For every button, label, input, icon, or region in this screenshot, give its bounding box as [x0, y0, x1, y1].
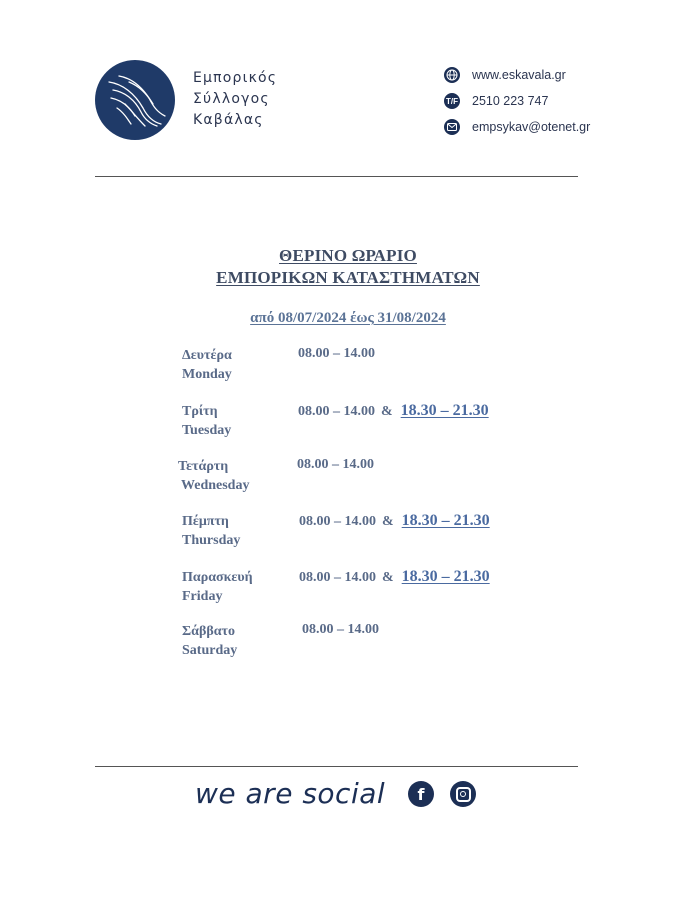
ampersand: & [382, 514, 394, 529]
envelope-icon [444, 119, 460, 135]
contact-email[interactable] [444, 118, 590, 136]
org-name-line1: Εμπορικός [193, 70, 278, 86]
evening-hours: 18.30 – 21.30 [401, 512, 490, 529]
org-name-line2: Σύλλογος [193, 91, 270, 107]
day-name-english: Thursday [182, 533, 241, 548]
contact-website[interactable] [444, 66, 566, 84]
day-name-english: Wednesday [181, 478, 250, 493]
day-tuesday [182, 402, 231, 440]
evening-hours: 18.30 – 21.30 [401, 568, 490, 585]
day-name-greek: Δευτέρα [182, 348, 232, 363]
day-name-greek: Τρίτη [182, 404, 218, 419]
title-line2: ΕΜΠΟΡΙΚΩΝ ΚΑΤΑΣΤΗΜΑΤΩΝ [216, 268, 480, 287]
hours-thursday [299, 512, 490, 530]
day-name-greek: Παρασκευή [182, 570, 253, 585]
day-name-english: Tuesday [182, 423, 232, 438]
footer-divider [95, 766, 578, 767]
header-divider [95, 176, 578, 177]
day-thursday [182, 512, 240, 550]
morning-hours: 08.00 – 14.00 [299, 570, 376, 585]
day-name-english: Monday [182, 367, 232, 382]
phone-fax-icon: T/F [444, 93, 460, 109]
morning-hours: 08.00 – 14.00 [302, 622, 379, 637]
title-line1: ΘΕΡΙΝΟ ΩΡΑΡΙΟ [279, 246, 417, 265]
day-name-english: Saturday [182, 643, 238, 658]
association-logo [95, 60, 175, 140]
website-link[interactable]: www.eskavala.gr [472, 68, 566, 82]
globe-icon [444, 67, 460, 83]
facebook-icon[interactable]: f [408, 781, 434, 807]
evening-hours: 18.30 – 21.30 [400, 402, 489, 419]
hours-friday [299, 568, 490, 586]
day-saturday [182, 622, 237, 660]
day-wednesday [178, 457, 249, 495]
hours-monday [298, 346, 375, 362]
date-period: από 08/07/2024 έως 31/08/2024 [250, 310, 446, 326]
morning-hours: 08.00 – 14.00 [299, 514, 376, 529]
day-name-greek: Πέμπτη [182, 514, 229, 529]
instagram-icon[interactable] [450, 781, 476, 807]
day-name-greek: Σάββατο [182, 624, 235, 639]
wings-logo-icon [95, 60, 175, 140]
morning-hours: 08.00 – 14.00 [298, 404, 375, 419]
day-name-greek: Τετάρτη [178, 459, 229, 474]
contact-phone [444, 92, 548, 110]
phone-number: 2510 223 747 [472, 94, 549, 108]
organization-name [193, 68, 277, 131]
hours-saturday [302, 622, 379, 638]
day-friday [182, 568, 253, 606]
hours-wednesday [297, 457, 374, 473]
ampersand: & [382, 570, 394, 585]
morning-hours: 08.00 – 14.00 [297, 457, 374, 472]
email-link[interactable]: empsykav@otenet.gr [472, 120, 591, 134]
ampersand: & [381, 404, 393, 419]
day-monday [182, 346, 232, 384]
instagram-glyph [456, 787, 471, 802]
hours-tuesday [298, 402, 489, 420]
morning-hours: 08.00 – 14.00 [298, 346, 375, 361]
day-name-english: Friday [182, 589, 223, 604]
social-tagline: we are social [195, 777, 386, 810]
org-name-line3: Καβάλας [193, 112, 264, 128]
